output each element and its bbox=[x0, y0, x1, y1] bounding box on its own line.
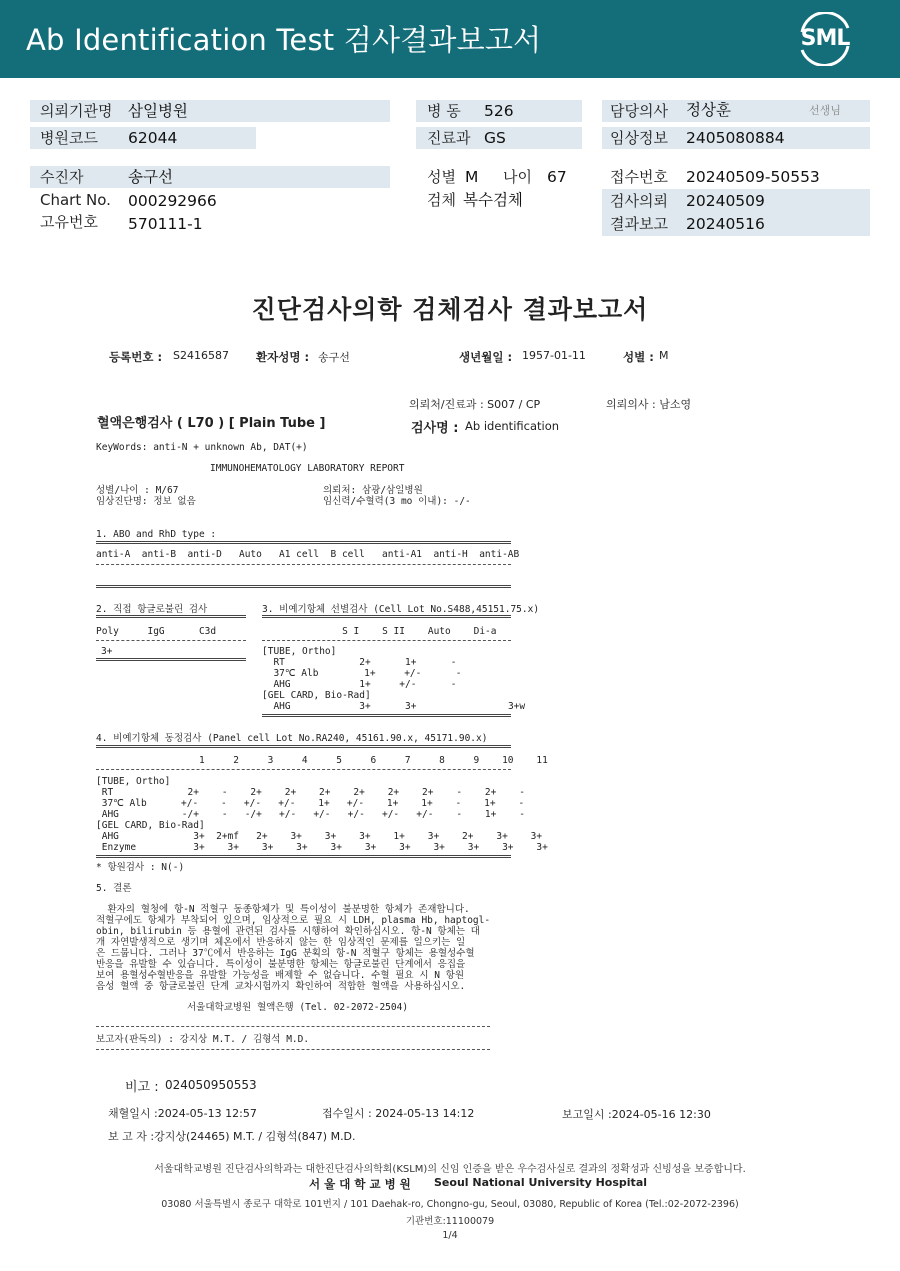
dat-value: 3+ bbox=[101, 646, 113, 657]
double-rule bbox=[96, 658, 246, 661]
report-sex-value: M bbox=[659, 349, 669, 362]
dob-value: 1957-01-11 bbox=[522, 349, 586, 362]
dash-rule bbox=[262, 640, 511, 641]
institution-number: 기관번호:11100079 bbox=[405, 1216, 495, 1227]
conclusion-line: 적혈구에도 항체가 부착되어 있으며, 임상적으로 필요 시 LDH, plasma Hb, haptogl- bbox=[96, 915, 491, 926]
panel-section-title: 4. 비예기항체 동정검사 (Panel cell Lot No.RA240, 45161.90.x, 45171.90.x) bbox=[96, 733, 488, 744]
screening-row: RT 2+ 1+ - bbox=[262, 657, 457, 668]
specimen-value: 복수검체 bbox=[463, 191, 523, 209]
conclusion-title: 5. 결론 bbox=[96, 883, 132, 894]
conclusion-line: 반응을 유발할 수 있습니다. 특이성이 불분명한 항체는 항글로불린 단계에서 응집을 bbox=[96, 959, 466, 970]
age-value: 67 bbox=[547, 168, 567, 186]
conclusion-line: 환자의 혈청에 항-N 적혈구 동종항체가 및 특이성이 불분명한 항체가 존재합니다. bbox=[96, 904, 470, 915]
department-label: 진료과 bbox=[427, 129, 471, 147]
conclusion-line: obin, bilirubin 등 용혈에 관련된 검사를 시행하여 확인하십시오. 항-N 항체는 대 bbox=[96, 926, 480, 937]
chart-no-value: 000292966 bbox=[128, 192, 217, 210]
sex-label: 성별 bbox=[427, 168, 456, 186]
dept-line: 의뢰처/진료과 : S007 / CP bbox=[409, 398, 541, 411]
ward-value: 526 bbox=[484, 102, 514, 120]
test-name-label: 검사명 : bbox=[411, 421, 459, 436]
dash-rule bbox=[96, 769, 511, 770]
unique-no-label: 고유번호 bbox=[40, 213, 98, 231]
unique-no-value: 570111-1 bbox=[128, 215, 203, 233]
double-rule bbox=[96, 615, 246, 618]
clinical-info-value: 2405080884 bbox=[686, 129, 785, 147]
remark-label: 비고 : bbox=[125, 1080, 159, 1095]
report-title: 진단검사의학 검체검사 결과보고서 bbox=[251, 295, 649, 324]
lab-diagnosis: 임상진단명: 정보 없음 bbox=[96, 496, 196, 507]
logo-text: SML bbox=[800, 26, 850, 51]
ward-label: 병 동 bbox=[427, 102, 461, 120]
dash-rule bbox=[96, 1049, 490, 1050]
conclusion-line: 음성 혈액 중 항글로불린 단계 교차시험까지 확인하여 적합한 혈액을 사용하십시오. bbox=[96, 981, 466, 992]
double-rule bbox=[96, 745, 511, 748]
receipt-no-value: 20240509-50553 bbox=[686, 168, 820, 186]
referring-doctor-line: 의뢰의사 : 남소영 bbox=[606, 398, 692, 411]
patient-value: 송구선 bbox=[128, 168, 173, 186]
report-header-title: Ab Identification Test 검사결과보고서 bbox=[26, 23, 542, 57]
patient-label: 수진자 bbox=[40, 168, 84, 186]
sex-value: M bbox=[465, 168, 479, 186]
screening-row: AHG 1+ +/- - bbox=[262, 679, 457, 690]
screening-section-title: 3. 비예기항체 선별검사 (Cell Lot No.S488,45151.75.x) bbox=[262, 604, 540, 615]
lab-reporter-line: 보고자(판독의) : 강지상 M.T. / 김형석 M.D. bbox=[96, 1034, 310, 1045]
request-date-label: 검사의뢰 bbox=[610, 192, 668, 210]
double-rule bbox=[262, 714, 511, 717]
panel-row: Enzyme 3+ 3+ 3+ 3+ 3+ 3+ 3+ 3+ 3+ 3+ 3+ bbox=[96, 842, 548, 853]
dat-header: Poly IgG C3d bbox=[96, 626, 217, 637]
conclusion-line: 보여 용혈성수혈반응을 유발할 가능성을 배제할 수 없습니다. 수혈 필요 시 N 항원 bbox=[96, 970, 465, 981]
panel-row: 37℃ Alb +/- - +/- +/- 1+ +/- 1+ 1+ - 1+ - bbox=[96, 798, 525, 809]
screening-row: [GEL CARD, Bio-Rad] bbox=[262, 690, 371, 701]
certification-text: 서울대학교병원 진단검사의학과는 대한진단검사의학회(KSLM)의 신임 인증을 받은 우수검사실로 결과의 정확성과 신빙성을 보증합니다. bbox=[154, 1164, 746, 1175]
abo-header: anti-A anti-B anti-D Auto A1 cell B cell anti-A1 anti-H anti-AB bbox=[96, 549, 520, 560]
screening-row: [TUBE, Ortho] bbox=[262, 646, 337, 657]
hospital-address: 03080 서울특별시 종로구 대학로 101번지 / 101 Daehak-ro, Chongno-gu, Seoul, 03080, Republic of Korea (Tel.:02-2072-2396) bbox=[161, 1199, 739, 1210]
panel-row: AHG 3+ 2+mf 2+ 3+ 3+ 3+ 1+ 3+ 2+ 3+ 3+ bbox=[96, 831, 543, 842]
reg-no-label: 등록번호 : bbox=[109, 350, 163, 364]
dash-rule bbox=[96, 640, 246, 641]
dash-rule bbox=[96, 1026, 490, 1027]
lab-pregnancy: 임신력/수혈력(3 mo 이내): -/- bbox=[323, 496, 471, 507]
antigen-note: * 항원검사 : N(-) bbox=[96, 862, 185, 873]
receipt-no-label: 접수번호 bbox=[610, 168, 668, 186]
panel-row: AHG -/+ - -/+ +/- +/- +/- +/- +/- - 1+ - bbox=[96, 809, 525, 820]
collected-time: 채혈일시 :2024-05-13 12:57 bbox=[108, 1107, 257, 1120]
blood-bank-line: 서울대학교병원 혈액은행 (Tel. 02-2072-2504) bbox=[187, 1002, 409, 1013]
report-sex-label: 성별 : bbox=[623, 350, 654, 364]
reported-time: 보고일시 :2024-05-16 12:30 bbox=[562, 1108, 711, 1121]
panel-row: RT 2+ - 2+ 2+ 2+ 2+ 2+ 2+ - 2+ - bbox=[96, 787, 525, 798]
test-name-value: Ab identification bbox=[465, 419, 560, 433]
doctor-label: 담당의사 bbox=[610, 102, 668, 120]
doctor-value: 정상훈 bbox=[686, 101, 731, 119]
lab-sex-age: 성별/나이 : M/67 bbox=[96, 485, 179, 496]
sml-logo bbox=[796, 12, 854, 66]
page-number: 1/4 bbox=[442, 1230, 458, 1241]
section-title: 혈액은행검사 ( L70 ) [ Plain Tube ] bbox=[97, 416, 326, 431]
age-label: 나이 bbox=[503, 168, 532, 186]
department-value: GS bbox=[484, 129, 506, 147]
keywords-line: KeyWords: anti-N + unknown Ab, DAT(+) bbox=[96, 442, 308, 453]
screening-header: S I S II Auto Di-a bbox=[262, 626, 497, 637]
received-time: 접수일시 : 2024-05-13 14:12 bbox=[322, 1107, 475, 1120]
lab-report-title: IMMUNOHEMATOLOGY LABORATORY REPORT bbox=[210, 463, 405, 474]
double-rule bbox=[96, 585, 511, 588]
panel-row: [GEL CARD, Bio-Rad] bbox=[96, 820, 205, 831]
panel-header: 1 2 3 4 5 6 7 8 9 10 11 bbox=[96, 755, 548, 766]
report-date-label: 결과보고 bbox=[610, 215, 668, 233]
chart-no-label: Chart No. bbox=[40, 191, 111, 209]
request-date-value: 20240509 bbox=[686, 192, 765, 210]
hospital-code-label: 병원코드 bbox=[40, 129, 98, 147]
dob-label: 생년월일 : bbox=[459, 350, 513, 364]
clinical-info-label: 임상정보 bbox=[610, 129, 668, 147]
info-box-patient bbox=[30, 166, 390, 188]
hospital-name-kr: 서 울 대 학 교 병 원 bbox=[309, 1177, 411, 1191]
footer-reporter: 보 고 자 :강지상(24465) M.T. / 김형석(847) M.D. bbox=[108, 1130, 356, 1143]
remark-value: 024050950553 bbox=[165, 1078, 257, 1092]
hospital-code-value: 62044 bbox=[128, 129, 178, 147]
institution-label: 의뢰기관명 bbox=[40, 102, 113, 120]
dat-section-title: 2. 직접 항글로불린 검사 bbox=[96, 604, 208, 615]
panel-row: [TUBE, Ortho] bbox=[96, 776, 171, 787]
dash-rule bbox=[96, 564, 511, 565]
conclusion-line: 은 드뭅니다. 그러나 37℃에서 반응하는 IgG 분획의 항-N 적혈구 항체는 용혈성수혈 bbox=[96, 948, 475, 959]
institution-value: 삼일병원 bbox=[128, 102, 188, 120]
hospital-name-en: Seoul National University Hospital bbox=[434, 1176, 648, 1189]
patient-name-label: 환자성명 : bbox=[256, 350, 310, 364]
specimen-label: 검체 bbox=[427, 191, 456, 209]
screening-row: AHG 3+ 3+ 3+w bbox=[262, 701, 526, 712]
abo-section-title: 1. ABO and RhD type : bbox=[96, 529, 217, 540]
double-rule bbox=[96, 541, 511, 544]
lab-requester: 의뢰처: 삼광/삼일병원 bbox=[323, 485, 423, 496]
screening-row: 37℃ Alb 1+ +/- - bbox=[262, 668, 462, 679]
conclusion-line: 개 자연발생적으로 생기며 체온에서 반응하지 않는 한 임상적인 문제를 일으키는 일 bbox=[96, 937, 466, 948]
reg-no-value: S2416587 bbox=[173, 349, 229, 362]
patient-name-value: 송구선 bbox=[318, 351, 350, 364]
double-rule bbox=[96, 855, 511, 858]
doctor-suffix: 선생님 bbox=[809, 104, 841, 117]
header-bar bbox=[0, 0, 900, 78]
report-date-value: 20240516 bbox=[686, 215, 765, 233]
double-rule bbox=[262, 615, 511, 618]
